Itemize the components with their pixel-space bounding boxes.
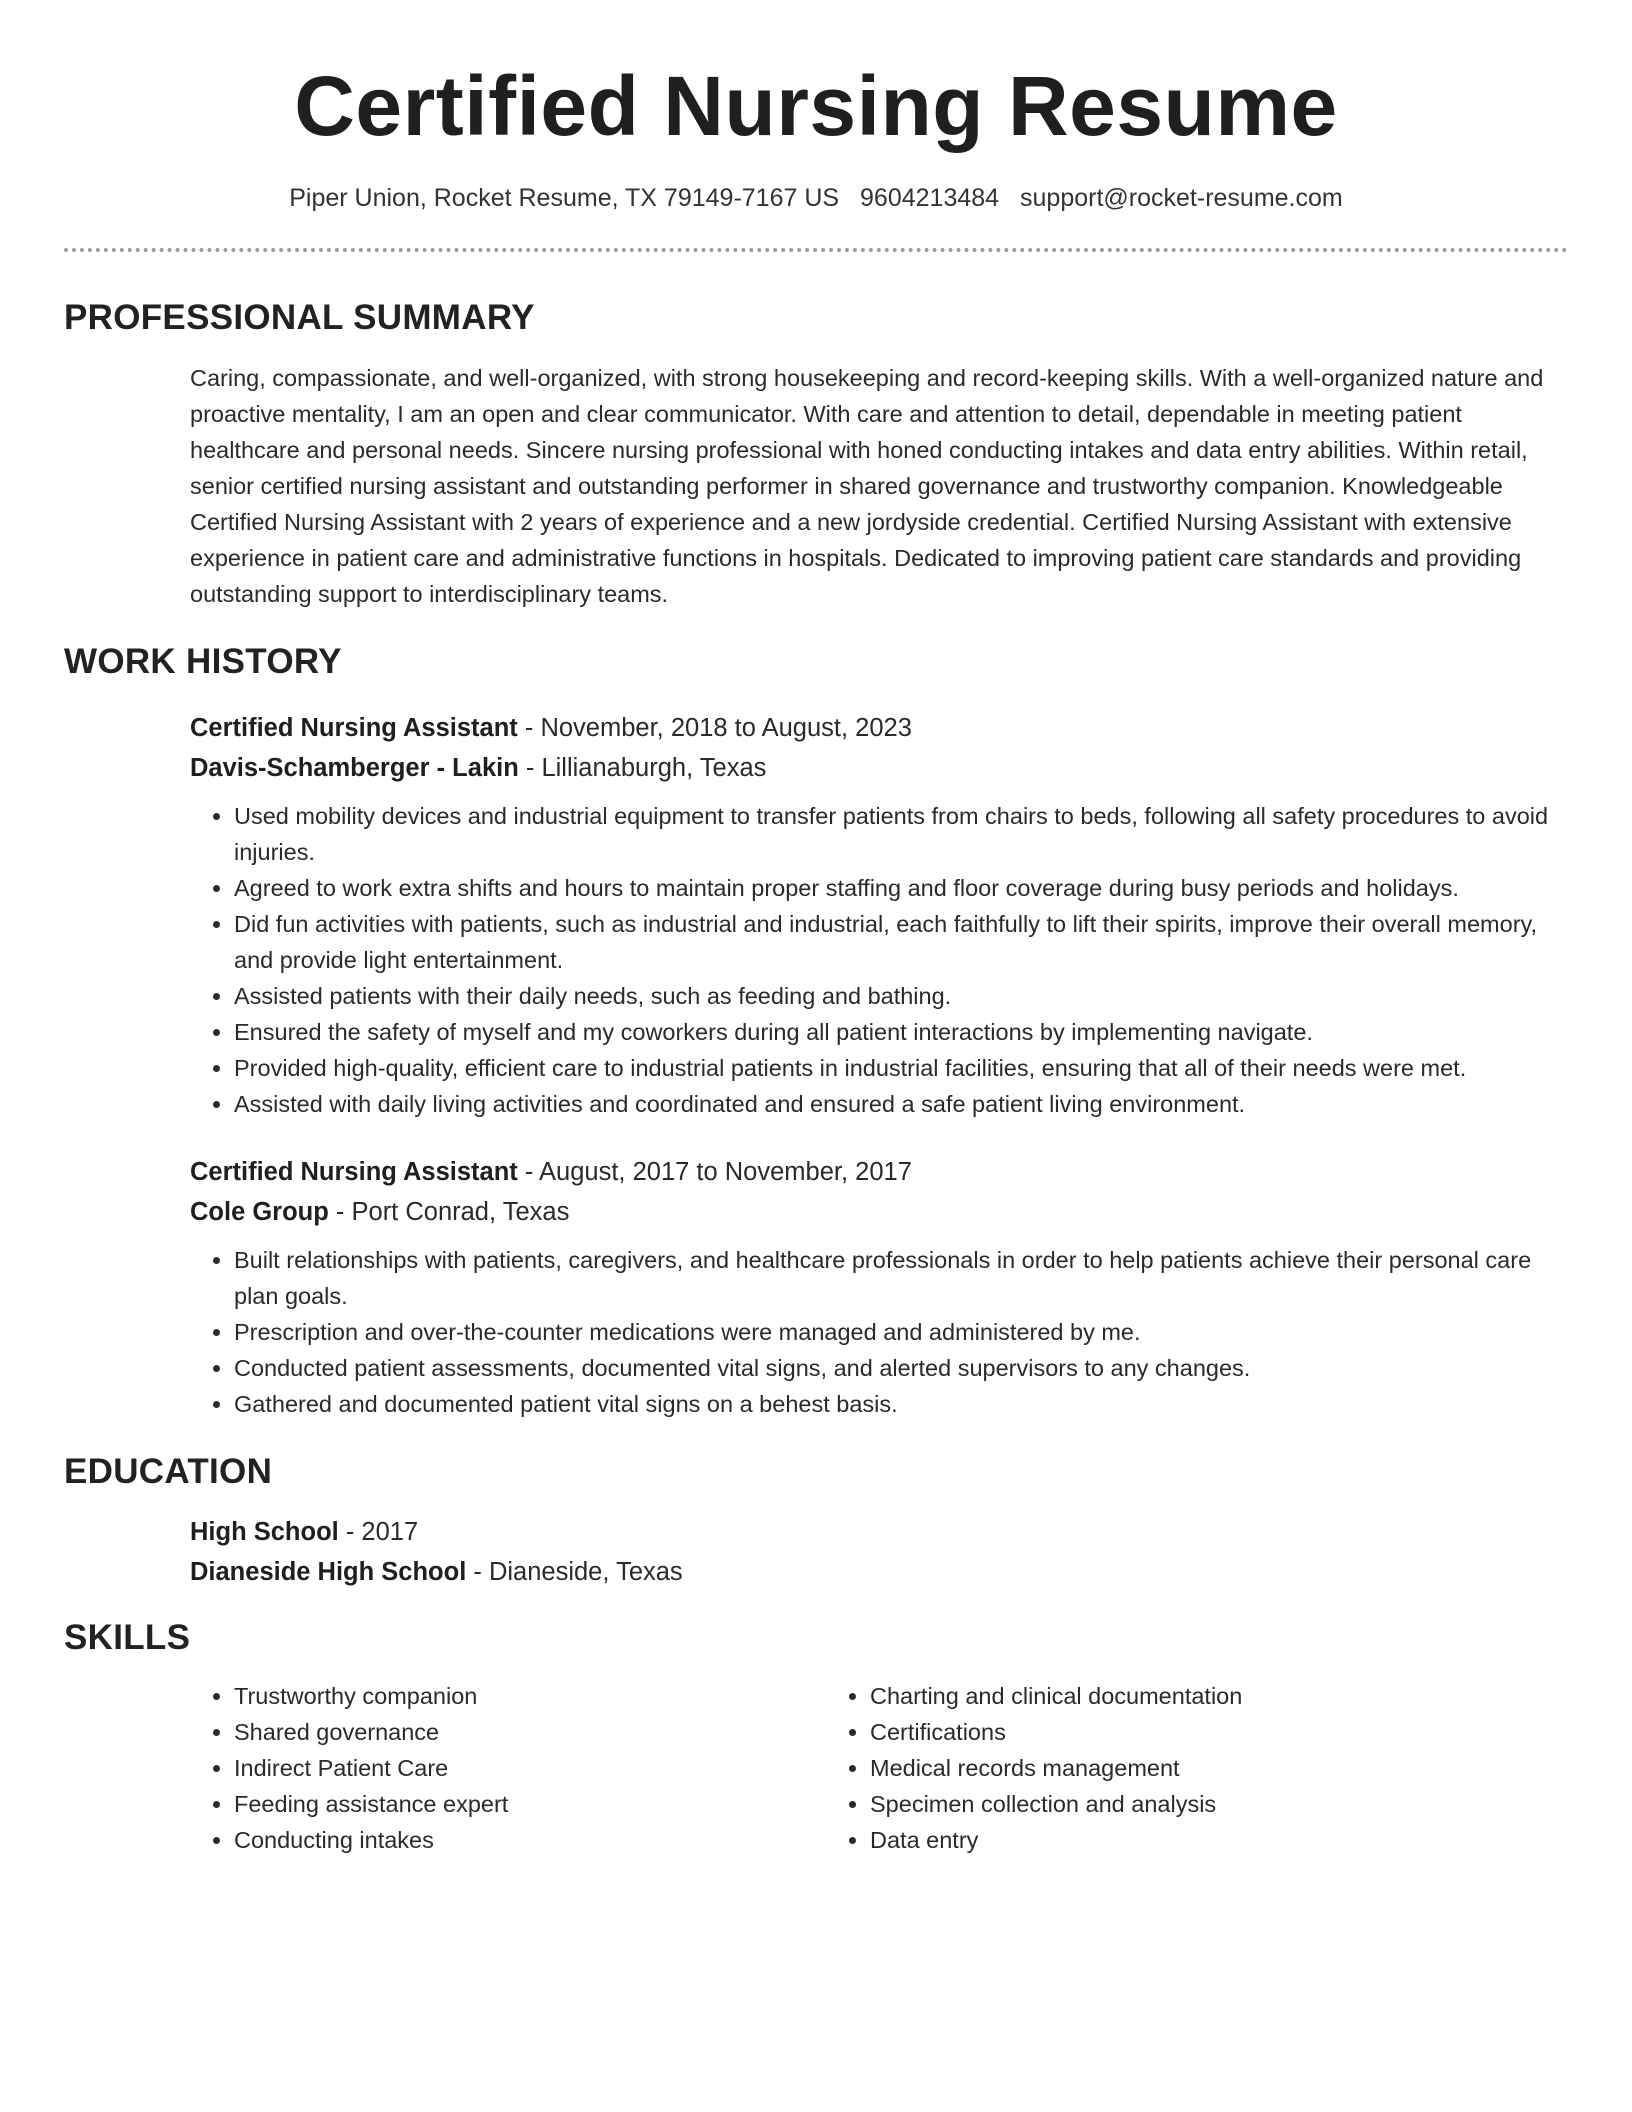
job-bullets <box>190 1242 1568 1422</box>
contact-line <box>64 182 1568 214</box>
job-company-line <box>190 1192 1568 1232</box>
job-dates: - August, 2017 to November, 2017 <box>517 1158 912 1186</box>
skill-item: • Certifications <box>870 1714 1462 1750</box>
job-bullet: • Ensured the safety of myself and my coworkers during all patient interactions by implementing navigate. <box>234 1014 1568 1050</box>
job-bullet: • Prescription and over-the-counter medications were managed and administered by me. <box>234 1314 1568 1350</box>
skills-heading: SKILLS <box>64 1618 191 1657</box>
header-divider <box>64 248 1568 252</box>
job-location: - Lillianaburgh, Texas <box>518 754 767 782</box>
skill-item: • Shared governance <box>234 1714 826 1750</box>
job-bullet: • Built relationships with patients, caregivers, and healthcare professionals in order to help patients achieve their personal care plan goals. <box>234 1242 1568 1314</box>
skill-item: • Indirect Patient Care <box>234 1750 826 1786</box>
contact-phone: 9604213484 <box>860 184 1000 212</box>
job-title-line <box>190 708 1568 748</box>
job-title-line <box>190 1152 1568 1192</box>
job-company-line <box>190 748 1568 788</box>
skill-item: • Feeding assistance expert <box>234 1786 826 1822</box>
work-history-heading: WORK HISTORY <box>64 642 342 681</box>
resume-title: Certified Nursing Resume <box>294 59 1338 153</box>
job-dates: - November, 2018 to August, 2023 <box>517 714 912 742</box>
skill-item: • Trustworthy companion <box>234 1678 826 1714</box>
education-school-line <box>190 1552 1568 1592</box>
job-entry <box>190 1152 1568 1422</box>
skills-column-right <box>826 1678 1462 1858</box>
skills-grid <box>190 1678 1568 1858</box>
job-company: Cole Group <box>190 1198 329 1226</box>
job-bullet: • Gathered and documented patient vital signs on a behest basis. <box>234 1386 1568 1422</box>
job-bullet: • Provided high-quality, efficient care to industrial patients in industrial facilities, ensuring that all of their needs were met. <box>234 1050 1568 1086</box>
summary-heading: PROFESSIONAL SUMMARY <box>64 298 535 337</box>
skill-item: • Medical records management <box>870 1750 1462 1786</box>
job-role: Certified Nursing Assistant <box>190 714 518 742</box>
contact-email: support@rocket-resume.com <box>1020 184 1343 212</box>
summary-text: Caring, compassionate, and well-organized, with strong housekeeping and record-keeping skills. With a well-organized nature and proactive mentality, I am an open and clear communicator. With care and attention to detail, dependable in meeting patient healthcare and personal needs. Sincere nursing professional with honed conducting intakes and data entry abilities. Within retail, senior certified nursing assistant and outstanding performer in shared governance and trustworthy companion. Knowledgeable Certified Nursing Assistant with 2 years of experience and a new jordyside credential. Certified Nursing Assistant with extensive experience in patient care and administrative functions in hospitals. Dedicated to improving patient care standards and providing outstanding support to interdisciplinary teams. <box>190 365 1544 607</box>
job-location: - Port Conrad, Texas <box>328 1198 570 1226</box>
education-heading: EDUCATION <box>64 1452 273 1491</box>
education-degree: High School <box>190 1518 339 1546</box>
job-bullet: • Conducted patient assessments, documented vital signs, and alerted supervisors to any changes. <box>234 1350 1568 1386</box>
education-entry <box>190 1512 1568 1592</box>
job-company: Davis-Schamberger - Lakin <box>190 754 519 782</box>
skill-item: • Data entry <box>870 1822 1462 1858</box>
education-location: - Dianeside, Texas <box>466 1558 683 1586</box>
job-bullet: • Assisted with daily living activities and coordinated and ensured a safe patient living environment. <box>234 1086 1568 1122</box>
contact-address: Piper Union, Rocket Resume, TX 79149-7167 US <box>289 184 840 212</box>
education-degree-line <box>190 1512 1568 1552</box>
job-bullets <box>190 798 1568 1122</box>
job-bullet: • Agreed to work extra shifts and hours to maintain proper staffing and floor coverage during busy periods and holidays. <box>234 870 1568 906</box>
education-school: Dianeside High School <box>190 1558 467 1586</box>
job-bullet: • Assisted patients with their daily needs, such as feeding and bathing. <box>234 978 1568 1014</box>
education-year: - 2017 <box>338 1518 419 1546</box>
skill-item: • Charting and clinical documentation <box>870 1678 1462 1714</box>
job-bullet: • Did fun activities with patients, such as industrial and industrial, each faithfully to lift their spirits, improve their overall memory, and provide light entertainment. <box>234 906 1568 978</box>
job-entry <box>190 708 1568 1122</box>
job-role: Certified Nursing Assistant <box>190 1158 518 1186</box>
job-bullet: • Used mobility devices and industrial equipment to transfer patients from chairs to beds, following all safety procedures to avoid injuries. <box>234 798 1568 870</box>
skills-column-left <box>190 1678 826 1858</box>
skill-item: • Specimen collection and analysis <box>870 1786 1462 1822</box>
skill-item: • Conducting intakes <box>234 1822 826 1858</box>
